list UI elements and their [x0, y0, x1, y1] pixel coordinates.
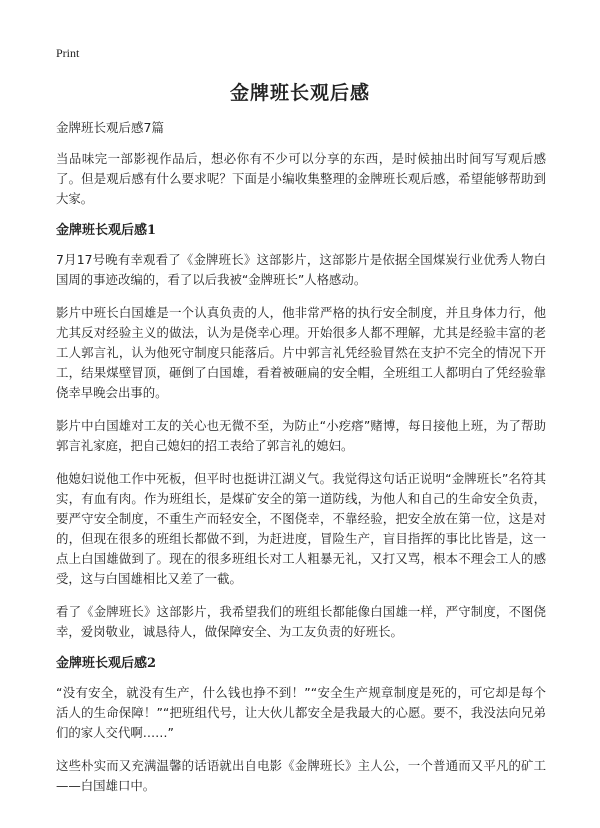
section-paragraph: “没有安全，就没有生产，什么钱也挣不到！”“安全生产规章制度是死的，可它却是每个活人的生命保障！”“把班组代号，让大伙儿都安全是我最大的心愿。要不，我没法向兄弟们的家人交代啊……” — [56, 685, 546, 740]
section-paragraph: 他媳妇说他工作中死板，但平时也挺讲江湖义气。我觉得这句话正说明“金牌班长”名符其实，有血有肉。作为班组长，是煤矿安全的第一道防线，为他人和自己的生命安全负责，要严守安全制度，不重生产而轻安全，不图侥幸，不靠经验，把安全放在第一位，这是对的，但现在很多的班组长都做不到，为赶进度，冒险生产，盲目指挥的事比比皆是，这一点上白国雄做到了。现在的很多班组长对工人粗暴无礼，又打又骂，根本不理会工人的感受，这与白国雄相比又差了一截。 — [56, 471, 546, 586]
article-body — [56, 120, 546, 809]
page-title: 金牌班长观后感 — [229, 82, 370, 104]
section-paragraph: 这些朴实而又充满温馨的话语就出自电影《金牌班长》主人公，一个普通而又平凡的矿工——白国雄口中。 — [56, 758, 546, 793]
intro-paragraph: 当品味完一部影视作品后，想必你有不少可以分享的东西，是时候抽出时间写写观后感了。但是观后感有什么要求呢？下面是小编收集整理的金牌班长观后感，希望能够帮助到大家。 — [56, 151, 546, 206]
article-subtitle: 金牌班长观后感7篇 — [56, 120, 164, 135]
section-paragraph: 影片中班长白国雄是一个认真负责的人，他非常严格的执行安全制度，并且身体力行，他尤其反对经验主义的做法，认为是侥幸心理。开始很多人都不理解，尤其是经验丰富的老工人郭言礼，认为他死守制度只能落后。片中郭言礼凭经验冒然在支护不完全的情况下开工，结果煤壁冒顶，砸倒了白国雄，看着被砸扁的安全帽，全班组工人都明白了凭经验靠侥幸早晚会出事的。 — [56, 305, 546, 400]
section-paragraph: 7月17号晚有幸观看了《金牌班长》这部影片，这部影片是依据全国煤炭行业优秀人物白国周的事迹改编的，看了以后我被“金牌班长”人格感动。 — [56, 252, 546, 287]
section-heading: 金牌班长观后感1 — [56, 223, 157, 238]
section-paragraph: 看了《金牌班长》这部影片，我希望我们的班组长都能像白国雄一样，严守制度，不图侥幸，爱岗敬业，诚恳待人，做保障安全、为工友负责的好班长。 — [56, 604, 546, 639]
section-paragraph: 影片中白国雄对工友的关心也无微不至，为防止“小疙瘩”赌博，每日接他上班，为了帮助郭言礼家庭，把自己媳妇的招工表给了郭言礼的媳妇。 — [56, 418, 546, 453]
section-heading: 金牌班长观后感2 — [56, 656, 157, 671]
print-link[interactable]: Print — [56, 46, 80, 60]
